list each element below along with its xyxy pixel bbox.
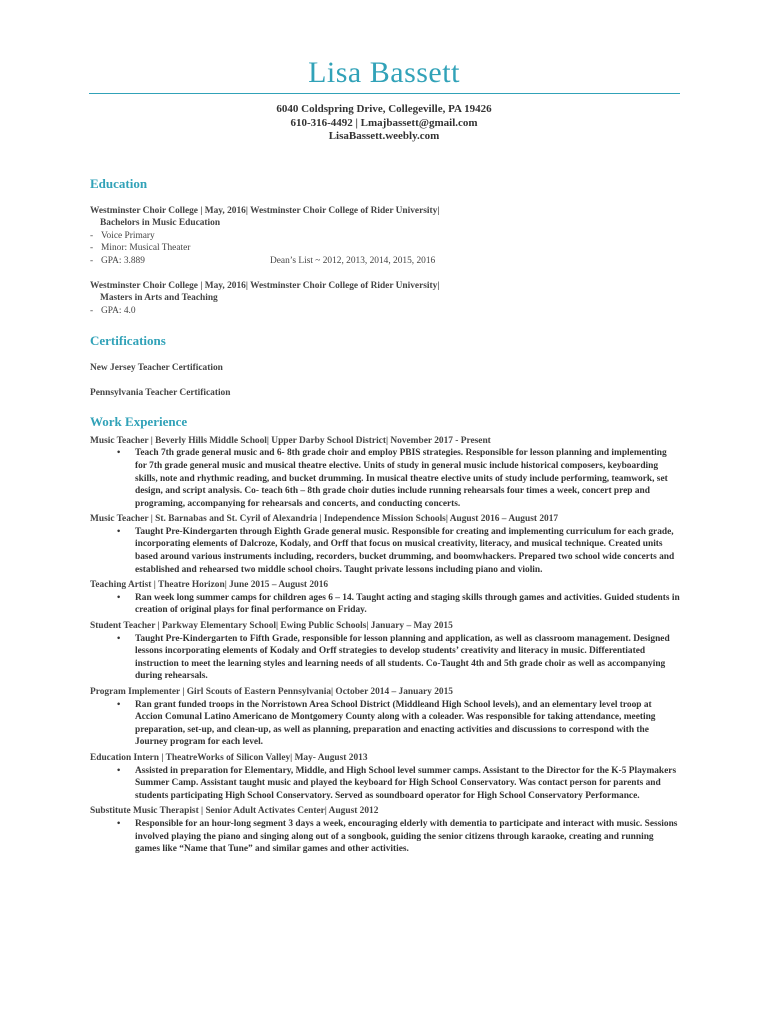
- certification-item: New Jersey Teacher Certification: [90, 362, 223, 373]
- education-heading: Education: [90, 176, 148, 191]
- education-degree: Bachelors in Music Education: [100, 218, 221, 229]
- contact-address: 6040 Coldspring Drive, Collegeville, PA 19426: [276, 103, 492, 115]
- deans-list: Dean’s List ~ 2012, 2013, 2014, 2015, 2016: [270, 255, 436, 266]
- header-divider: [89, 93, 680, 94]
- contact-website: LisaBassett.weebly.com: [328, 130, 440, 142]
- education-item: - Voice Primary: [90, 230, 155, 241]
- education-degree: Masters in Arts and Teaching: [100, 293, 218, 304]
- job-heading: Student Teacher | Parkway Elementary School| Ewing Public Schools| January – May 2015: [90, 621, 453, 632]
- education-item: - GPA: 4.0: [90, 305, 136, 316]
- resume-body: [90, 178, 680, 856]
- job-heading: Substitute Music Therapist | Senior Adult Activates Center| August 2012: [90, 806, 379, 817]
- job-description: • Ran week long summer camps for children ages 6 – 14. Taught acting and staging skills through games and activities. Guided students in creation of original plays for final performance on Friday.: [117, 592, 680, 616]
- job-heading: Education Intern | TheatreWorks of Silicon Valley| May- August 2013: [90, 752, 368, 763]
- job-heading: Music Teacher | Beverly Hills Middle School| Upper Darby School District| November 2017 - Present: [90, 435, 491, 446]
- job-description: • Taught Pre-Kindergarten to Fifth Grade, responsible for lesson planning and application, as well as classroom management. Designed lessons incorporating elements of Kodaly and Orff strategies to develop students’ creativity and literacy in music. Differentiated instruction to meet the learning styles and learning needs of all students. Co-Taught 4th and 5th grade choir as well as accompanying during rehearsals.: [117, 633, 670, 682]
- contact-phone-email: 610-316-4492 | Lmajbassett@gmail.com: [290, 116, 478, 129]
- job-description: • Teach 7th grade general music and 6- 8th grade choir and employ PBIS strategies. Responsible for lesson planning and implementing for 7th grade general music and musical theatre elective. Units of study in general music include historical composers, keyboarding skills, note and rhythmic reading, and bucket drumming. In musical theatre elective units of study include performing, teamwork, set design, and script analysis. Co- teach 6th – 8th grade choir duties include running rehearsals four times a week, concert prep and programing, accompanying for rehearsals and concerts, and conducting concerts.: [117, 448, 668, 509]
- job-heading: Program Implementer | Girl Scouts of Eastern Pennsylvania| October 2014 – January 2015: [90, 687, 453, 697]
- resume-name: Lisa Bassett: [308, 56, 460, 89]
- education-school: Westminster Choir College | May, 2016| Westminster Choir College of Rider University|: [90, 205, 440, 216]
- work-experience-heading: Work Experience: [90, 414, 188, 430]
- education-entry: [90, 205, 680, 268]
- contact-block: [0, 103, 768, 144]
- education-entry: [90, 280, 680, 318]
- certification-item: Pennsylvania Teacher Certification: [90, 387, 231, 398]
- job-heading: Teaching Artist | Theatre Horizon| June 2015 – August 2016: [90, 580, 329, 591]
- job-description: • Assisted in preparation for Elementary, Middle, and High School level summer camps. Assistant to the Director for the K-5 Playmakers Summer Camp. Assistant taught music and played the keyboard for High School Conservatory. Was contact person for parents and students participating High School Conservatory. Served as soundboard operator for High School Conservatory Performance.: [117, 765, 677, 801]
- job-description: • Taught Pre-Kindergarten through Eighth Grade general music. Responsible for creating and implementing curriculum for each grade, incorporating elements of Dalcroze, Kodaly, and Orff that focus on musical creativity, literacy, and musical technique. Created units based around various instruments including, recorders, bucket drumming, and boomwhackers. Prepared two school wide concerts and established and rehearsed two middle school choirs. Taught private lessons including piano and violin.: [117, 526, 675, 575]
- education-item: - Minor: Musical Theater: [90, 243, 191, 254]
- job-description: • Ran grant funded troops in the Norristown Area School District (Middleand High School levels), and an elementary level troop at Accion Comunal Latino Americano de Montgomery County along with a coleader. Was responsible for taking attendance, meeting preparation, set-up, and clean-up, as well as planning, preparation and enacting activities and discussions to correspond with the Journey program for each level.: [117, 699, 656, 748]
- certifications-heading: Certifications: [90, 333, 166, 349]
- education-item: - GPA: 3.889 Dean’s List ~ 2012, 2013, 2014, 2015, 2016: [90, 255, 436, 266]
- job-heading: Music Teacher | St. Barnabas and St. Cyril of Alexandria | Independence Mission Schools| August 2016 – August 2017: [90, 514, 559, 525]
- education-school: Westminster Choir College | May, 2016| Westminster Choir College of Rider University|: [90, 280, 440, 291]
- job-description: • Responsible for an hour-long segment 3 days a week, encouraging elderly with dementia to participate and interact with music. Sessions involved playing the piano and singing along out of a songbook, guiding the senior citizens through karaoke, creating and running games like “Name that Tune” and similar games and other activities.: [117, 818, 678, 855]
